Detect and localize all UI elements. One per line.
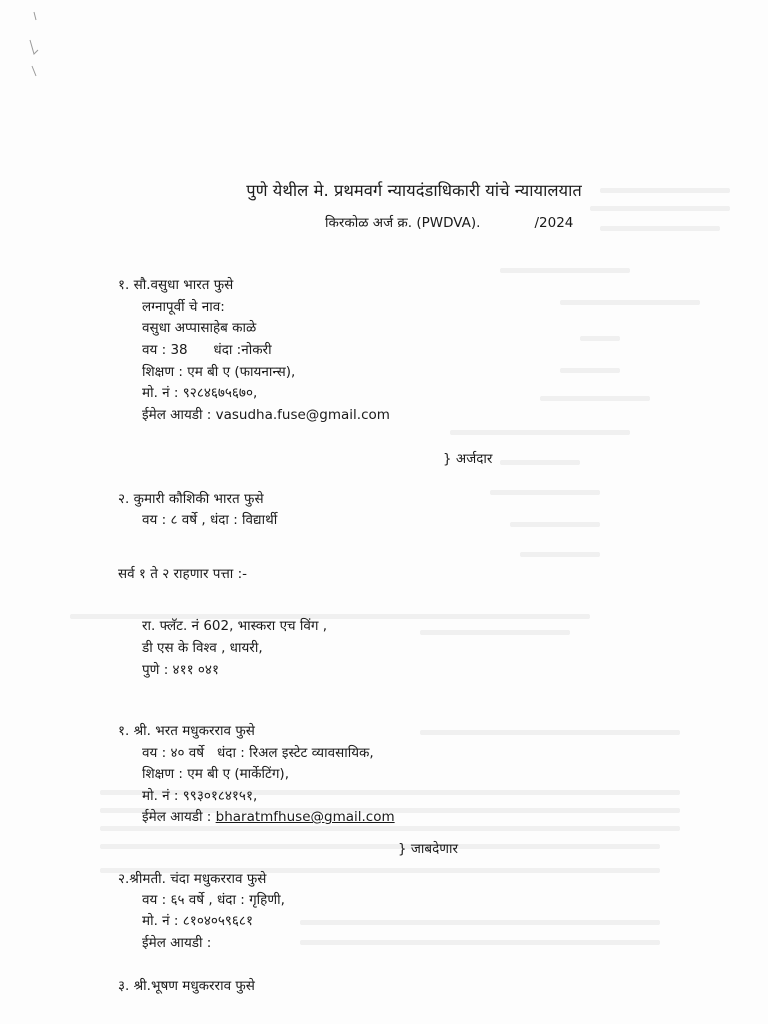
applicant-1-name: १. सौ.वसुधा भारत फुसे <box>118 277 234 293</box>
applicant-1-mobile: मो. नं : ९२८४६७५६७०, <box>142 385 258 401</box>
applicant-1-education: शिक्षण : एम बी ए (फायनान्स), <box>142 364 296 380</box>
case-number-line <box>325 213 573 231</box>
respondent-1-education: शिक्षण : एम बी ए (मार्केटिंग), <box>142 766 289 782</box>
applicant-2-age-occupation: वय : ८ वर्षे , धंदा : विद्यार्थी <box>142 512 278 528</box>
respondent-1-email-link[interactable]: bharatmfhuse@gmail.com <box>215 809 395 825</box>
applicant-role-label: } अर्जदार <box>443 451 493 467</box>
address-line-2: डी एस के विश्व , धायरी, <box>142 640 263 656</box>
address-line-1: रा. फ्लॅट. नं 602, भास्करा एच विंग , <box>142 618 328 634</box>
applicant-1-maiden-label: लग्नापूर्वी चे नाव: <box>142 299 225 315</box>
case-year: /2024 <box>534 215 574 231</box>
applicant-1-email: ईमेल आयडी : vasudha.fuse@gmail.com <box>142 407 390 423</box>
respondent-1-mobile: मो. नं : ९९३०१८४१५१, <box>142 788 258 804</box>
respondent-2-email: ईमेल आयडी : <box>142 935 212 951</box>
court-title: पुणे येथील मे. प्रथमवर्ग न्यायदंडाधिकारी यांचे न्यायालयात <box>246 181 582 200</box>
respondent-1-age-occupation: वय : ४० वर्षे धंदा : रिअल इस्टेट व्यावसायिक, <box>142 745 374 761</box>
address-line-3: पुणे : ४११ ०४१ <box>142 662 219 678</box>
applicant-1-age-occupation: वय : 38 धंदा :नोकरी <box>142 342 272 358</box>
respondent-1-email-line <box>142 808 395 826</box>
applicant-1-maiden-name: वसुधा अप्पासाहेब काळे <box>142 320 257 336</box>
respondent-2-mobile: मो. नं : ८१०४०५९६८१ <box>142 913 253 929</box>
respondent-role-label: } जाबदेणार <box>398 841 459 857</box>
respondent-2-name: २.श्रीमती. चंदा मधुकरराव फुसे <box>118 871 267 887</box>
respondent-2-age-occupation: वय : ६५ वर्षे , धंदा : गृहिणी, <box>142 892 285 908</box>
address-heading: सर्व १ ते २ राहणार पत्ता :- <box>118 566 247 582</box>
respondent-3-name: ३. श्री.भूषण मधुकरराव फुसे <box>118 978 255 994</box>
applicant-2-name: २. कुमारी कौशिकी भारत फुसे <box>118 491 264 507</box>
case-label: किरकोळ अर्ज क्र. (PWDVA). <box>325 215 481 231</box>
respondent-1-name: १. श्री. भरत मधुकरराव फुसे <box>118 723 255 739</box>
pencil-mark-icon <box>20 10 50 80</box>
respondent-1-email-label: ईमेल आयडी : <box>142 809 216 825</box>
